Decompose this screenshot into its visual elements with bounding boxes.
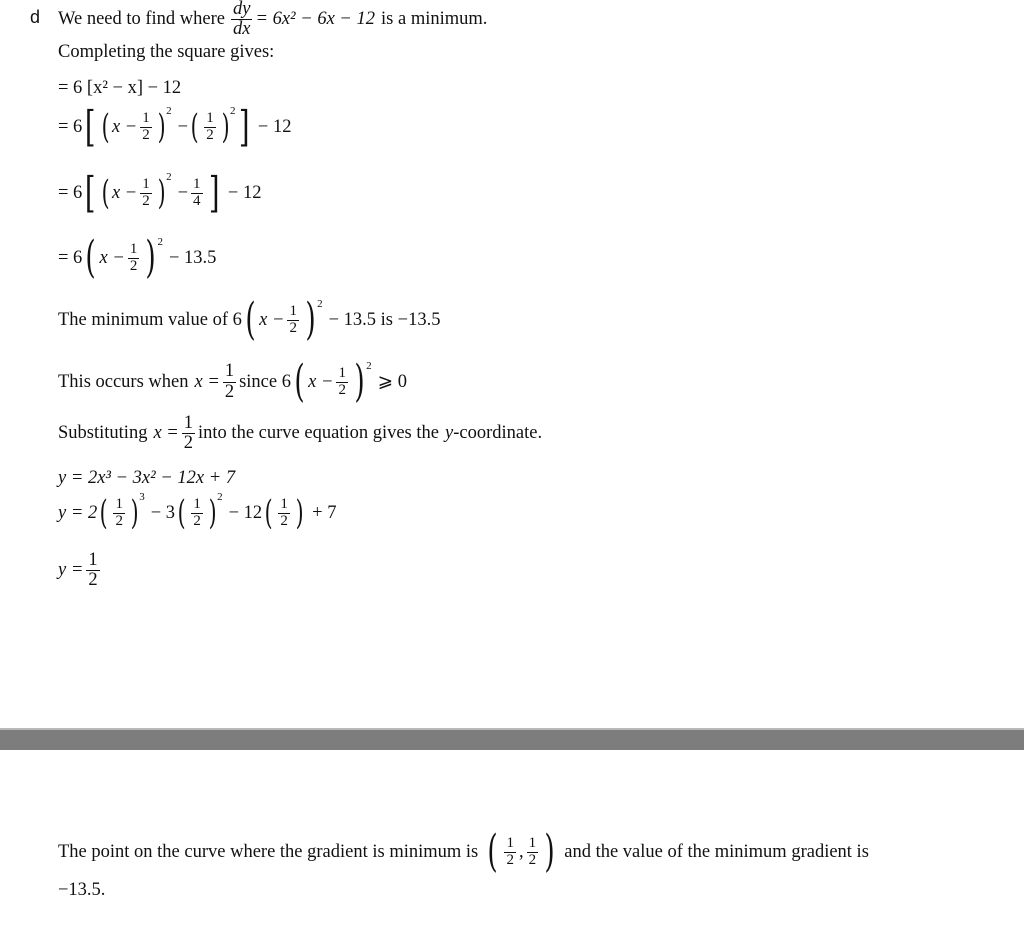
half-fraction: $\frac{1}{2}$ [115,495,123,529]
square-exponent: 2 [366,360,372,372]
half-fraction: $\frac{1}{2}$ [528,834,537,868]
minus-thirteen-point-five: − 13.5 [168,247,217,268]
x-equals: x = [153,423,179,444]
geq-zero: ⩾ 0 [377,372,408,392]
curve-equation: y = 2x³ − 3x² − 12x + 7 [58,468,236,488]
minus-twelve: − 12 [228,502,263,523]
half-fraction: $\frac{1}{2}$ [506,834,514,868]
square-exponent: 2 [217,491,223,503]
conclusion-value: −13.5. [58,880,106,900]
half-fraction: $\frac{1}{2}$ [88,550,98,591]
x-minus: x − [111,182,138,203]
fraction-numerator: dy [233,0,251,19]
intro-text: We need to find where [58,9,225,30]
equals-six: = 6 [58,182,83,203]
since-text: since 6 [239,371,291,392]
result-line [58,551,103,591]
square-exponent: 2 [230,105,236,117]
occurs-line [58,356,408,407]
completing-square-text: Completing the square gives: [58,42,275,62]
bracket-open: [ [85,168,96,217]
x-minus: x − [259,309,285,330]
minus-sign: − [177,116,188,137]
conclusion-line: The point on the curve where the gradient is minimum is ( $\frac{1}{2}$ , $\frac{1}{2}$ ) and the value of the minimum gradient is [58,826,869,877]
step-1: = 6 [x² − x] − 12 [58,78,182,98]
paren-close: ) [354,356,365,407]
bracket-close: ] [238,102,250,151]
substitution-line [58,491,337,533]
substituting-text: Substituting [58,423,148,444]
minus-sign: − [177,182,188,203]
y-equals: y = [58,560,84,581]
paren-close: ) [157,107,166,147]
x-equals: x = [194,371,220,392]
paren-open: ( [177,493,186,533]
paren-open: ( [190,107,199,147]
part-label: d [30,7,41,27]
half-fraction: $\frac{1}{2}$ [338,364,346,398]
half-fraction: $\frac{1}{2}$ [129,240,138,274]
step-2 [58,102,292,151]
paren-open: ( [85,232,97,283]
paren-open: ( [487,826,499,877]
paren-close: ) [544,826,555,877]
square-exponent: 2 [157,236,163,248]
y-equals-two: y = 2 [58,502,98,523]
paren-open: ( [245,294,256,345]
minimum-text: The minimum value of 6 [58,309,242,330]
plus-seven: + 7 [312,502,337,523]
bracket-close: ] [208,168,220,217]
minus-three: − 3 [150,502,176,523]
paren-close: ) [305,294,316,345]
minimum-text-end: − 13.5 is −13.5 [328,309,441,330]
half-fraction: $\frac{1}{2}$ [142,109,150,143]
coordinate-text: -coordinate. [453,423,543,444]
x-minus: x − [99,247,125,268]
x-minus: x − [111,116,138,137]
paren-open: ( [264,493,273,533]
cube-exponent: 3 [139,491,145,503]
derivative-expression: = 6x² − 6x − 12 [255,9,376,30]
dy-dx-fraction [231,0,252,40]
y-variable: y [444,423,454,444]
conclusion-text: The point on the curve where the gradient is minimum is [58,841,479,862]
paren-close: ) [157,173,166,213]
half-fraction: $\frac{1}{2}$ [193,495,201,529]
fraction-denominator: dx [233,19,251,40]
paren-open: ( [99,493,108,533]
conclusion-text-end: and the value of the minimum gradient is [564,841,869,862]
substituting-text-mid: into the curve equation gives the [198,423,439,444]
bracket-open: [ [85,102,96,151]
paren-close: ) [145,232,157,283]
square-exponent: 2 [166,105,172,117]
square-exponent: 2 [317,298,323,310]
paren-open: ( [101,173,110,213]
half-fraction: $\frac{1}{2}$ [142,175,150,209]
paren-close: ) [208,493,217,533]
step-4 [58,232,217,283]
occurs-text: This occurs when [58,371,189,392]
half-fraction: $\frac{1}{2}$ [289,302,297,336]
minimum-value-line [58,294,441,345]
paren-open: ( [101,107,110,147]
half-fraction: $\frac{1}{2}$ [183,413,194,454]
minus-twelve: − 12 [227,182,262,203]
paren-open: ( [294,356,305,407]
half-fraction: $\frac{1}{2}$ [206,109,214,143]
half-fraction: $\frac{1}{2}$ [280,495,288,529]
substituting-line [58,414,542,454]
step-3 [58,168,262,217]
section-divider [0,728,1024,750]
paren-close: ) [221,107,230,147]
x-minus: x − [308,371,334,392]
paren-close: ) [130,493,139,533]
equals-six: = 6 [58,247,83,268]
quarter-fraction: $\frac{1}{4}$ [193,175,201,209]
paren-close: ) [295,493,304,533]
intro-line [58,0,487,40]
square-exponent: 2 [166,171,172,183]
minus-twelve: − 12 [257,116,292,137]
equals-six: = 6 [58,116,83,137]
half-fraction: $\frac{1}{2}$ [224,361,235,402]
intro-text-end: is a minimum. [381,9,488,30]
